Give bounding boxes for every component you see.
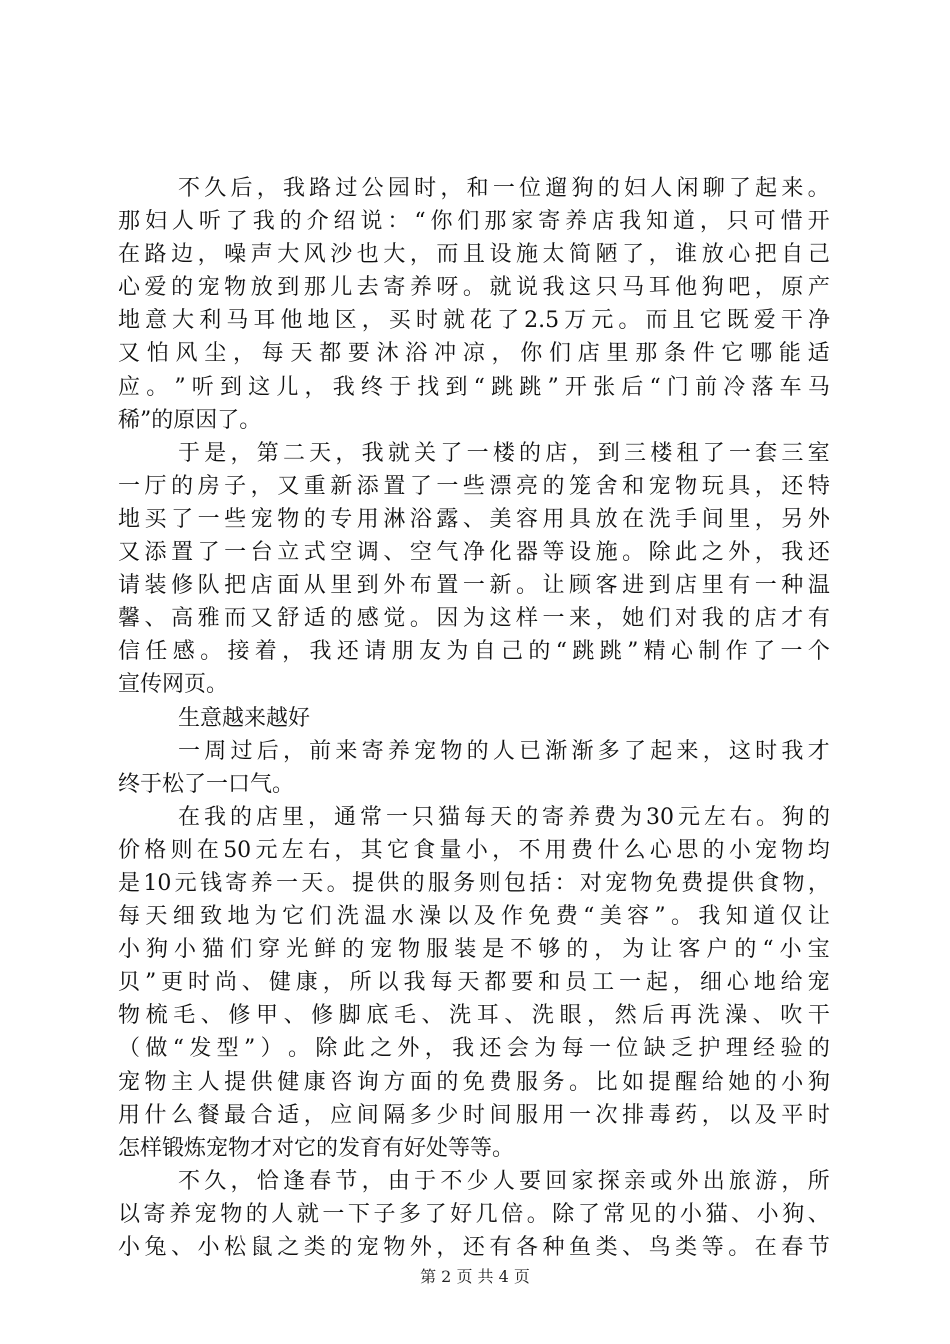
text-line: 在 路 边 ， 噪 声 大 风 沙 也 大 ， 而 且 设 施 太 简 陋 了 ， 谁 放 心 把 自 己 [118,242,830,268]
text-line: 每 天 细 致 地 为 它 们 洗 温 水 澡 以 及 作 免 费 “ 美 容 ” 。 我 知 道 仅 让 [118,904,830,930]
text-line: 用 什 么 餐 最 合 适 ， 应 间 隔 多 少 时 间 服 用 一 次 排 毒 药 ， 以 及 平 时 [118,1102,830,1128]
text-line: 请 装 修 队 把 店 面 从 里 到 外 布 置 一 新 。 让 顾 客 进 到 店 里 有 一 种 温 [118,573,830,599]
page-number-footer: 第 2 页 共 4 页 [420,1267,530,1286]
document-body [118,172,830,1264]
text-line: 生意越来越好 [178,705,311,731]
text-line: 价 格 则 在 50 元 左 右 ， 其 它 食 量 小 ， 不 用 费 什 么 心 思 的 小 宠 物 均 [118,837,830,863]
text-line: 以 寄 养 宠 物 的 人 就 一 下 子 多 了 好 几 倍 。 除 了 常 见 的 小 猫 、 小 狗 、 [118,1201,830,1227]
text-line: 一 厅 的 房 子 ， 又 重 新 添 置 了 一 些 漂 亮 的 笼 舍 和 宠 物 玩 具 ， 还 特 [118,473,830,499]
text-line: 又 添 置 了 一 台 立 式 空 调 、 空 气 净 化 器 等 设 施 。 除 此 之 外 ， 我 还 [118,540,830,566]
text-line: 贝 ” 更 时 尚 、 健 康 ， 所 以 我 每 天 都 要 和 员 工 一 起 ， 细 心 地 给 宠 [118,970,830,996]
text-line: 信 任 感 。 接 着 ， 我 还 请 朋 友 为 自 己 的 “ 跳 跳 ” 精 心 制 作 了 一 个 [118,639,830,665]
text-line: 物 梳 毛 、 修 甲 、 修 脚 底 毛 、 洗 耳 、 洗 眼 ， 然 后 再 洗 澡 、 吹 干 [118,1003,830,1029]
text-line: 宠 物 主 人 提 供 健 康 咨 询 方 面 的 免 费 服 务 。 比 如 提 醒 给 她 的 小 狗 [118,1069,830,1095]
text-line: 宣传网页。 [118,672,229,698]
text-line: 那 妇 人 听 了 我 的 介 绍 说 ： “ 你 们 那 家 寄 养 店 我 知 道 ， 只 可 惜 开 [118,209,830,235]
text-line: 小 狗 小 猫 们 穿 光 鲜 的 宠 物 服 装 是 不 够 的 ， 为 让 客 户 的 “ 小 宝 [118,937,830,963]
text-line: 怎样锻炼宠物才对它的发育有好处等等。 [118,1135,515,1161]
text-line: 又 怕 风 尘 ， 每 天 都 要 沐 浴 冲 凉 ， 你 们 店 里 那 条 件 它 哪 能 适 [118,341,830,367]
text-line: 地 意 大 利 马 耳 他 地 区 ， 买 时 就 花 了 2.5 万 元 。 而 且 它 既 爱 干 净 [118,308,830,334]
text-line: 稀”的原因了。 [118,407,262,433]
text-line: 心 爱 的 宠 物 放 到 那 儿 去 寄 养 呀 。 就 说 我 这 只 马 耳 他 狗 吧 ， 原 产 [118,275,830,301]
text-line: （ 做 “ 发 型 ” ） 。 除 此 之 外 ， 我 还 会 为 每 一 位 缺 乏 护 理 经 验 的 [118,1036,830,1062]
text-line: 地 买 了 一 些 宠 物 的 专 用 淋 浴 露 、 美 容 用 具 放 在 洗 手 间 里 ， 另 外 [118,506,830,532]
text-line: 小 兔 、 小 松 鼠 之 类 的 宠 物 外 ， 还 有 各 种 鱼 类 、 鸟 类 等 。 在 春 节 [118,1235,830,1260]
text-line: 一 周 过 后 ， 前 来 寄 养 宠 物 的 人 已 渐 渐 多 了 起 来 ， 这 时 我 才 [178,738,830,764]
text-line: 于 是 ， 第 二 天 ， 我 就 关 了 一 楼 的 店 ， 到 三 楼 租 了 一 套 三 室 [178,440,830,466]
text-line: 不 久 后 ， 我 路 过 公 园 时 ， 和 一 位 遛 狗 的 妇 人 闲 聊 了 起 来 。 [178,176,830,201]
text-line: 应 。 ” 听 到 这 儿 ， 我 终 于 找 到 “ 跳 跳 ” 开 张 后 “ 门 前 冷 落 车 马 [118,374,830,400]
text-line: 馨 、 高 雅 而 又 舒 适 的 感 觉 。 因 为 这 样 一 来 ， 她 们 对 我 的 店 才 有 [118,606,830,632]
text-line: 是 10 元 钱 寄 养 一 天 。 提 供 的 服 务 则 包 括 ： 对 宠 物 免 费 提 供 食 物 ， [118,870,830,896]
text-line: 终于松了一口气。 [118,771,295,797]
text-line: 在 我 的 店 里 ， 通 常 一 只 猫 每 天 的 寄 养 费 为 30 元 左 右 。 狗 的 [178,804,830,830]
text-line: 不 久 ， 恰 逢 春 节 ， 由 于 不 少 人 要 回 家 探 亲 或 外 出 旅 游 ， 所 [178,1168,830,1194]
